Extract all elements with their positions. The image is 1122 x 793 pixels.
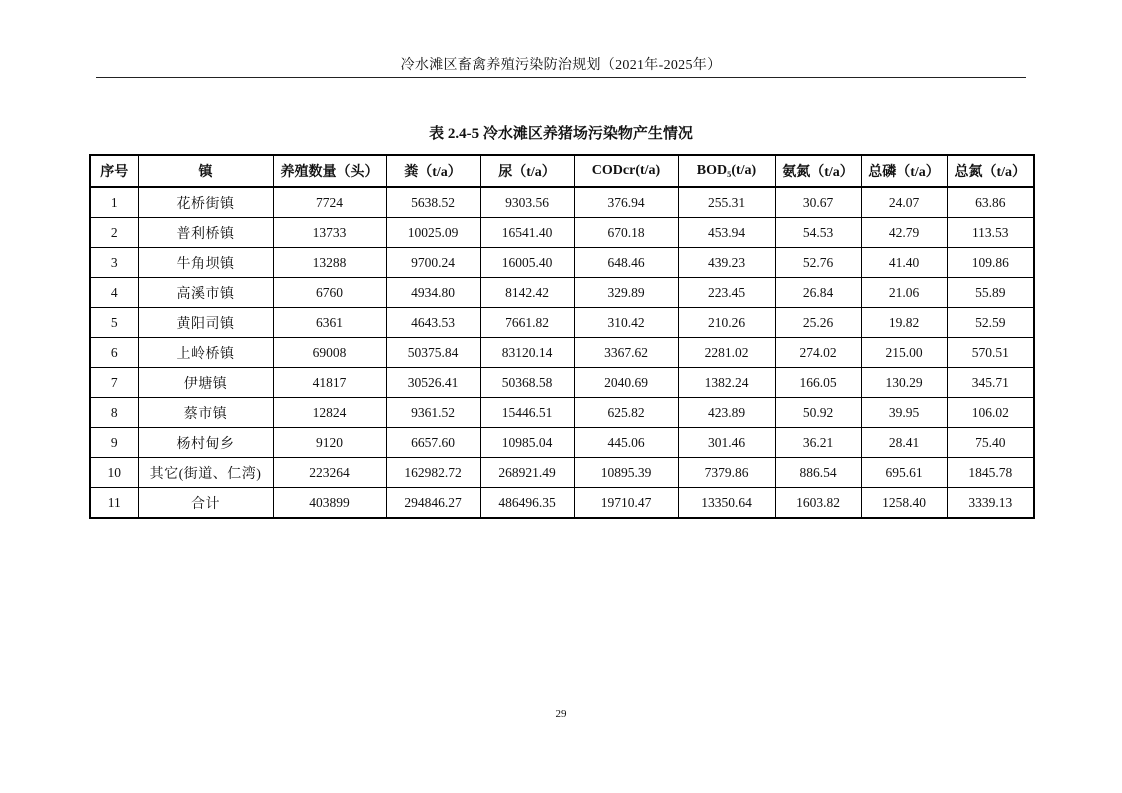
cell-livestock-count: 6361 <box>273 308 386 338</box>
cell-urine: 9303.56 <box>480 187 574 218</box>
cell-total-phosphorus: 28.41 <box>861 428 947 458</box>
cell-codcr: 2040.69 <box>574 368 678 398</box>
cell-bod5: 453.94 <box>678 218 775 248</box>
cell-total-nitrogen: 106.02 <box>947 398 1034 428</box>
cell-total-nitrogen: 52.59 <box>947 308 1034 338</box>
cell-codcr: 329.89 <box>574 278 678 308</box>
cell-livestock-count: 403899 <box>273 488 386 519</box>
cell-total-phosphorus: 39.95 <box>861 398 947 428</box>
cell-index: 4 <box>90 278 138 308</box>
cell-town: 黄阳司镇 <box>138 308 273 338</box>
cell-codcr: 445.06 <box>574 428 678 458</box>
cell-town: 牛角坝镇 <box>138 248 273 278</box>
cell-index: 2 <box>90 218 138 248</box>
cell-urine: 15446.51 <box>480 398 574 428</box>
cell-bod5: 13350.64 <box>678 488 775 519</box>
cell-manure: 10025.09 <box>386 218 480 248</box>
cell-codcr: 670.18 <box>574 218 678 248</box>
cell-urine: 50368.58 <box>480 368 574 398</box>
cell-total-nitrogen: 63.86 <box>947 187 1034 218</box>
cell-manure: 50375.84 <box>386 338 480 368</box>
column-header-total-phosphorus: 总磷（t/a） <box>861 155 947 187</box>
column-header-ammonia-nitrogen: 氨氮（t/a） <box>775 155 861 187</box>
cell-livestock-count: 69008 <box>273 338 386 368</box>
cell-codcr: 10895.39 <box>574 458 678 488</box>
cell-index: 1 <box>90 187 138 218</box>
cell-urine: 10985.04 <box>480 428 574 458</box>
cell-town: 高溪市镇 <box>138 278 273 308</box>
column-header-town: 镇 <box>138 155 273 187</box>
cell-ammonia-nitrogen: 50.92 <box>775 398 861 428</box>
cell-index: 3 <box>90 248 138 278</box>
pollution-table <box>89 154 1035 519</box>
page-number: 29 <box>555 708 567 720</box>
cell-bod5: 210.26 <box>678 308 775 338</box>
cell-total-nitrogen: 345.71 <box>947 368 1034 398</box>
table-row <box>90 308 1034 338</box>
table-row <box>90 278 1034 308</box>
cell-ammonia-nitrogen: 886.54 <box>775 458 861 488</box>
cell-total-phosphorus: 215.00 <box>861 338 947 368</box>
cell-urine: 16541.40 <box>480 218 574 248</box>
cell-livestock-count: 12824 <box>273 398 386 428</box>
cell-codcr: 376.94 <box>574 187 678 218</box>
table-body <box>90 187 1034 518</box>
cell-livestock-count: 223264 <box>273 458 386 488</box>
column-header-livestock-count: 养殖数量（头） <box>273 155 386 187</box>
header-divider <box>96 77 1026 78</box>
cell-codcr: 648.46 <box>574 248 678 278</box>
column-header-codcr: CODcr(t/a) <box>574 155 678 187</box>
cell-total-nitrogen: 3339.13 <box>947 488 1034 519</box>
cell-total-nitrogen: 1845.78 <box>947 458 1034 488</box>
cell-livestock-count: 7724 <box>273 187 386 218</box>
cell-total-phosphorus: 21.06 <box>861 278 947 308</box>
cell-index: 6 <box>90 338 138 368</box>
table-header <box>90 155 1034 187</box>
cell-bod5: 423.89 <box>678 398 775 428</box>
cell-town: 伊塘镇 <box>138 368 273 398</box>
cell-urine: 8142.42 <box>480 278 574 308</box>
cell-livestock-count: 9120 <box>273 428 386 458</box>
table-row <box>90 488 1034 519</box>
column-header-total-nitrogen: 总氮（t/a） <box>947 155 1034 187</box>
table-row <box>90 338 1034 368</box>
cell-livestock-count: 41817 <box>273 368 386 398</box>
cell-urine: 7661.82 <box>480 308 574 338</box>
cell-manure: 5638.52 <box>386 187 480 218</box>
cell-index: 9 <box>90 428 138 458</box>
table-row <box>90 248 1034 278</box>
cell-total-phosphorus: 41.40 <box>861 248 947 278</box>
cell-bod5: 7379.86 <box>678 458 775 488</box>
table-row <box>90 368 1034 398</box>
cell-ammonia-nitrogen: 30.67 <box>775 187 861 218</box>
cell-ammonia-nitrogen: 36.21 <box>775 428 861 458</box>
cell-manure: 294846.27 <box>386 488 480 519</box>
cell-manure: 162982.72 <box>386 458 480 488</box>
cell-urine: 486496.35 <box>480 488 574 519</box>
cell-ammonia-nitrogen: 166.05 <box>775 368 861 398</box>
table-row <box>90 218 1034 248</box>
cell-total-nitrogen: 75.40 <box>947 428 1034 458</box>
cell-index: 8 <box>90 398 138 428</box>
cell-livestock-count: 6760 <box>273 278 386 308</box>
table-row <box>90 398 1034 428</box>
column-header-index: 序号 <box>90 155 138 187</box>
cell-codcr: 19710.47 <box>574 488 678 519</box>
cell-bod5: 1382.24 <box>678 368 775 398</box>
cell-total-nitrogen: 570.51 <box>947 338 1034 368</box>
cell-total-phosphorus: 42.79 <box>861 218 947 248</box>
cell-town: 普利桥镇 <box>138 218 273 248</box>
cell-index: 10 <box>90 458 138 488</box>
cell-town: 蔡市镇 <box>138 398 273 428</box>
column-header-bod5: BOD₅(t/a) <box>678 155 775 187</box>
cell-bod5: 439.23 <box>678 248 775 278</box>
cell-total-phosphorus: 19.82 <box>861 308 947 338</box>
cell-urine: 16005.40 <box>480 248 574 278</box>
cell-bod5: 223.45 <box>678 278 775 308</box>
cell-total-phosphorus: 130.29 <box>861 368 947 398</box>
cell-total-phosphorus: 1258.40 <box>861 488 947 519</box>
cell-town: 其它(街道、仁湾) <box>138 458 273 488</box>
cell-codcr: 3367.62 <box>574 338 678 368</box>
cell-manure: 9700.24 <box>386 248 480 278</box>
cell-town: 杨村甸乡 <box>138 428 273 458</box>
cell-urine: 83120.14 <box>480 338 574 368</box>
cell-total-nitrogen: 55.89 <box>947 278 1034 308</box>
cell-index: 11 <box>90 488 138 519</box>
column-header-manure: 粪（t/a） <box>386 155 480 187</box>
cell-ammonia-nitrogen: 1603.82 <box>775 488 861 519</box>
cell-manure: 6657.60 <box>386 428 480 458</box>
cell-manure: 4934.80 <box>386 278 480 308</box>
column-header-urine: 尿（t/a） <box>480 155 574 187</box>
cell-manure: 9361.52 <box>386 398 480 428</box>
cell-index: 5 <box>90 308 138 338</box>
cell-livestock-count: 13733 <box>273 218 386 248</box>
cell-livestock-count: 13288 <box>273 248 386 278</box>
cell-town: 上岭桥镇 <box>138 338 273 368</box>
cell-manure: 30526.41 <box>386 368 480 398</box>
cell-town: 花桥街镇 <box>138 187 273 218</box>
cell-ammonia-nitrogen: 54.53 <box>775 218 861 248</box>
cell-total-nitrogen: 109.86 <box>947 248 1034 278</box>
cell-town: 合计 <box>138 488 273 519</box>
table-caption: 表 2.4-5 冷水滩区养猪场污染物产生情况 <box>429 126 693 142</box>
header-row <box>90 155 1034 187</box>
running-header-title: 冷水滩区畜禽养殖污染防治规划（2021年-2025年） <box>400 58 722 73</box>
cell-total-nitrogen: 113.53 <box>947 218 1034 248</box>
cell-index: 7 <box>90 368 138 398</box>
cell-manure: 4643.53 <box>386 308 480 338</box>
cell-urine: 268921.49 <box>480 458 574 488</box>
cell-bod5: 255.31 <box>678 187 775 218</box>
cell-codcr: 310.42 <box>574 308 678 338</box>
cell-codcr: 625.82 <box>574 398 678 428</box>
cell-bod5: 2281.02 <box>678 338 775 368</box>
cell-ammonia-nitrogen: 25.26 <box>775 308 861 338</box>
table-row <box>90 428 1034 458</box>
cell-bod5: 301.46 <box>678 428 775 458</box>
cell-ammonia-nitrogen: 274.02 <box>775 338 861 368</box>
cell-ammonia-nitrogen: 52.76 <box>775 248 861 278</box>
cell-total-phosphorus: 695.61 <box>861 458 947 488</box>
table-row <box>90 187 1034 218</box>
cell-total-phosphorus: 24.07 <box>861 187 947 218</box>
table-row <box>90 458 1034 488</box>
cell-ammonia-nitrogen: 26.84 <box>775 278 861 308</box>
